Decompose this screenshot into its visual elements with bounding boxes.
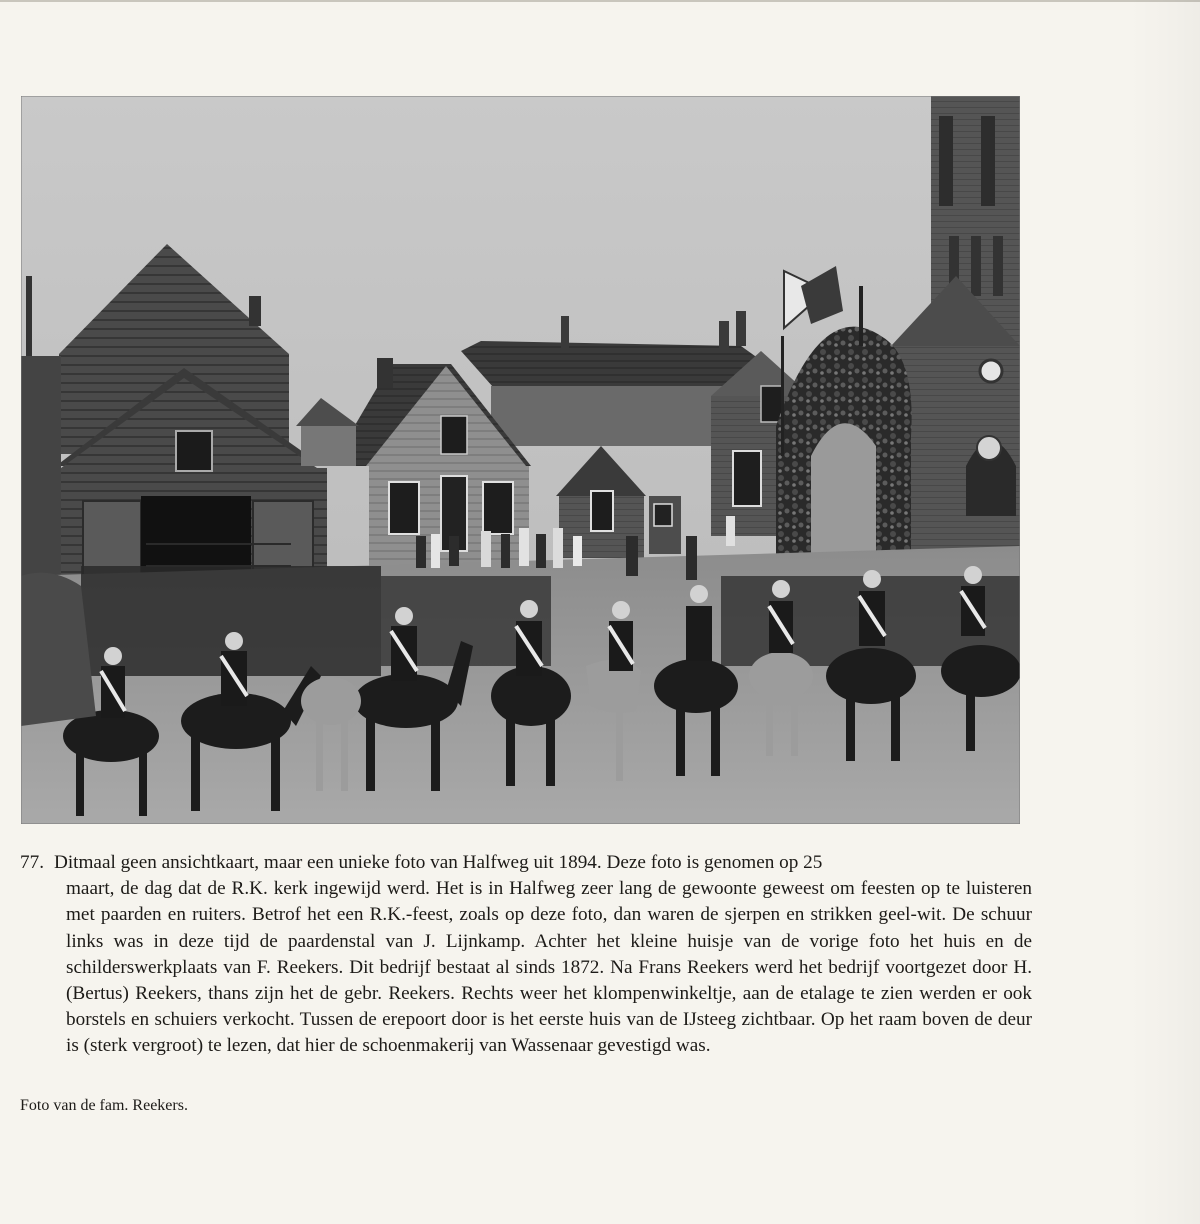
caption-text-line1: Ditmaal geen ansichtkaart, maar een unieke foto van Halfweg uit 1894. Deze foto is genomen op 25 <box>53 852 823 873</box>
historical-photo <box>21 96 1020 824</box>
photo-credit: Foto van de fam. Reekers. <box>20 1097 188 1114</box>
photo-illustration <box>21 96 1020 824</box>
figure-caption <box>20 850 1032 1060</box>
caption-first-line <box>20 850 1032 876</box>
page-top-edge <box>0 0 1200 2</box>
caption-number: 77. <box>20 852 44 873</box>
page-shadow <box>1128 0 1200 1224</box>
caption-body: maart, de dag dat de R.K. kerk ingewijd werd. Het is in Halfweg zeer lang de gewoonte geweest om feesten op te luisteren met paarden en ruiters. Betrof het een R.K.-feest, zoals op deze foto, dan waren de sjerpen en strikken geel-wit. De schuur links was in deze tijd de paardenstal van J. Lijnkamp. Achter het kleine huisje van de vorige foto het huis en de schilderswerkplaats van F. Reekers. Dit bedrijf bestaat al sinds 1872. Na Frans Reekers werd het bedrijf voortgezet door H. (Bertus) Reekers, thans zijn het de gebr. Reekers. Rechts weer het klompenwinkeltje, aan de etalage te zien werden er ook borstels en schuiers verkocht. Tussen de erepoort door is het eerste huis van de IJsteeg zichtbaar. Op het raam boven de deur is (sterk vergroot) te lezen, dat hier de schoenmakerij van Wassenaar gevestigd was. <box>66 878 1032 1057</box>
